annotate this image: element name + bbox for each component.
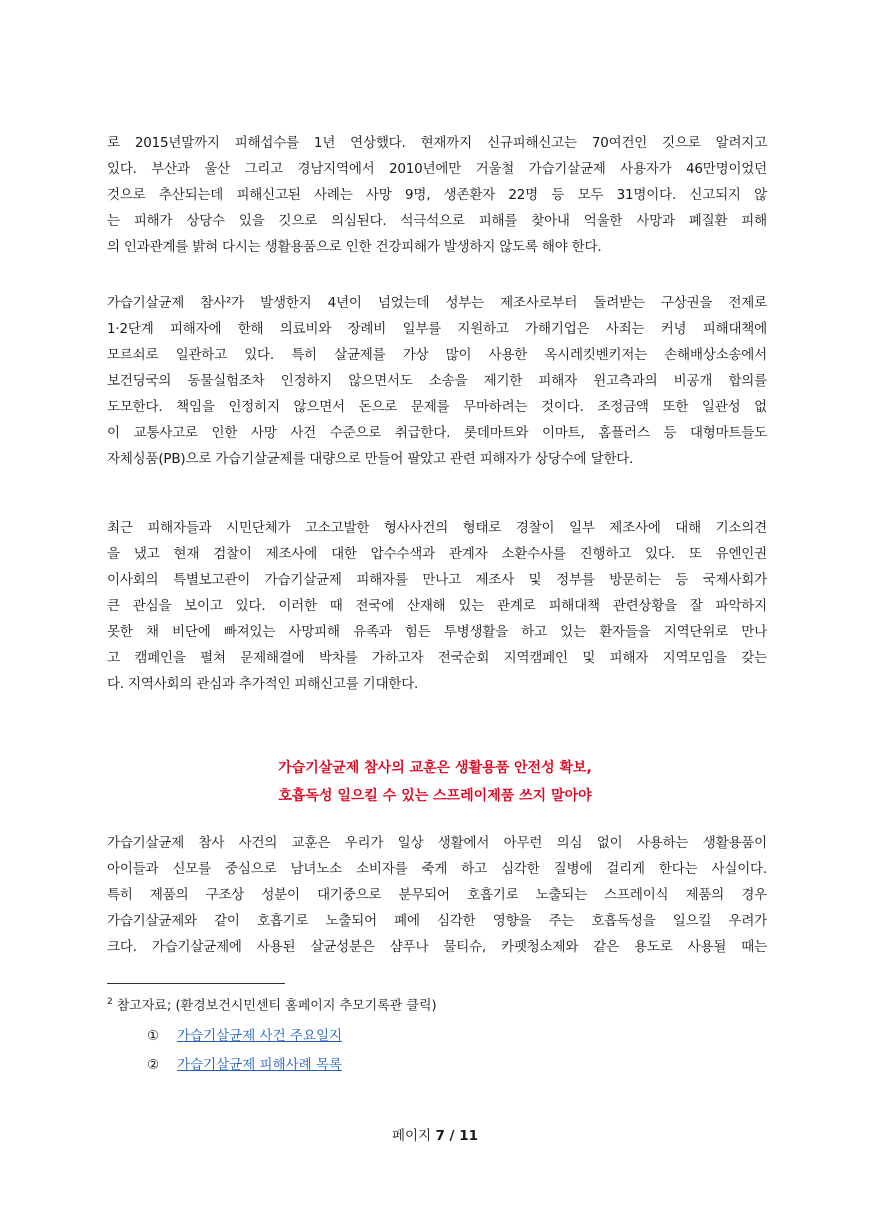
heading-line-1: 가습기살균제 참사의 교훈은 생활용품 안전성 확보,: [278, 760, 592, 776]
text-line: 가습기살균제 참사²가 발생한지 4년이 넘었는데 성부는 제조사로부터 돌려받는 구상권을 전제로: [107, 295, 767, 311]
text-line: 로 2015년말까지 피해섭수를 1년 연상했다. 현재까지 신규피해신고는 70여건인 깃으로 알려지고: [107, 135, 767, 151]
text-line: 크다. 가습기살균제에 사용된 살균성분은 샴푸나 물티슈, 카펫청소제와 같은 용도로 사용될 때는: [107, 939, 767, 955]
text-line: 이사회의 특별보고관이 가습기살균제 피해자를 만나고 제조사 및 정부를 방문히는 등 국제사회가: [107, 572, 767, 588]
text-line: 특히 제품의 구조상 성분이 대기중으로 분무되어 호흡기로 노출되는 스프레이식 제품의 경우: [107, 887, 767, 903]
text-line: 자체싱품(PB)으로 가습기살균제를 대량으로 만들어 팔았고 관련 피해자가 상당수에 달한다.: [107, 451, 634, 467]
footnote: [107, 992, 437, 1016]
text-line: 가습기살균제 참사 사건의 교훈은 우리가 일상 생활에서 아무런 의심 없이 사용하는 생활용품이: [107, 835, 767, 851]
footnote-text: 참고자료; (환경보건시민센티 홈페이지 추모기록관 클릭): [116, 998, 437, 1014]
text-line: 보건딩국의 동물실험조차 인정하지 않으면서도 소송을 제기한 피해자 윈고측과의 비공개 합의를: [107, 373, 767, 389]
page-number: [0, 1124, 870, 1144]
footnote-item: [147, 1054, 342, 1076]
paragraph-4: [107, 830, 767, 960]
text-line: 는 피해가 상당수 있을 깃으로 의심된다. 석극석으로 피해를 찾아내 억울한 사망과 폐질환 피해: [107, 213, 767, 229]
section-heading: [0, 754, 870, 810]
paragraph-3: [107, 515, 767, 697]
footnote-item-number: ①: [147, 1028, 160, 1044]
footnote-divider: [107, 983, 285, 984]
heading-line-2: 호흡독성 일으킬 수 있는 스프레이제품 쓰지 말아야: [278, 788, 592, 804]
footnote-item-number: ②: [147, 1057, 160, 1073]
footnote-item: [147, 1025, 342, 1047]
text-line: 모르쇠로 일관하고 있다. 특히 살균제를 가상 많이 사용한 옥시레킷벤키저는 손해배상소송에서: [107, 347, 767, 363]
text-line: 다. 지역사회의 관심과 추가적인 피해신고를 기대한다.: [107, 676, 419, 692]
page-number-separator: /: [444, 1128, 460, 1144]
text-line: 도모한다. 책임을 인정히지 않으면서 돈으로 문제를 무마하려는 것이다. 조정금액 또한 일관성 없: [107, 399, 768, 415]
text-line: 큰 관심을 보이고 있다. 이러한 때 전국에 산재해 있는 관계로 피해대책 관련상황을 잘 파악하지: [107, 598, 767, 614]
text-line: 1·2단계 피해자에 한해 의료비와 장례비 일부를 지원하고 가해기업은 사죄는 커녕 피해대책에: [107, 321, 767, 337]
page-number-current: 7: [435, 1128, 445, 1144]
text-line: 최근 피해자들과 시민단체가 고소고발한 형사사건의 형태로 경찰이 일부 제조사에 대해 기소의견: [107, 520, 767, 536]
text-line: 못한 채 비단에 빠져있는 사망피해 유족과 힘든 투병생활을 하고 있는 환자들을 지역단위로 만나: [107, 624, 767, 640]
paragraph-1: [107, 130, 767, 260]
text-line: 을 냈고 현재 검찰이 제조사에 대한 압수수색과 관계자 소환수사를 진행하고 있다. 또 유엔인권: [107, 546, 767, 562]
page-number-total: 11: [459, 1128, 478, 1144]
paragraph-2: [107, 290, 767, 472]
text-line: 것으로 추산되는데 피해신고된 사례는 사망 9명, 생존환자 22명 등 모두 31명이다. 신고되지 않: [107, 187, 767, 203]
footnote-marker: 2: [107, 997, 113, 1007]
text-line: 의 인과관계를 밝혀 다시는 생활용품으로 인한 건강피해가 발생하지 않도록 해야 한다.: [107, 239, 602, 255]
text-line: 아이들과 신모를 중심으로 남녀노소 소비자를 죽게 하고 심각한 질병에 걸리게 한다는 사실이다.: [107, 861, 767, 877]
page-number-prefix: 페이지: [392, 1128, 436, 1144]
footnote-link-timeline[interactable]: 가습기살균제 사건 주요일지: [177, 1028, 343, 1044]
footnote-link-cases[interactable]: 가습기살균제 피해사례 목록: [177, 1057, 343, 1073]
text-line: 고 캠페인을 펼쳐 문제해결에 박차를 가하고자 전국순회 지역캠페인 및 피해자 지역모임을 갖는: [107, 650, 767, 666]
text-line: 가습기살균제와 같이 호흡기로 노출되어 폐에 심각한 영향을 주는 호흡독성을 일으킬 우려가: [107, 913, 767, 929]
text-line: 있다. 부산과 울산 그리고 경남지역에서 2010년에만 거울철 가습기살균제 사용자가 46만명이었던: [107, 161, 767, 177]
text-line: 이 교통사고로 인한 사망 사건 수준으로 취급한다. 롯데마트와 이마트, 홈플러스 등 대형마트들도: [107, 425, 767, 441]
